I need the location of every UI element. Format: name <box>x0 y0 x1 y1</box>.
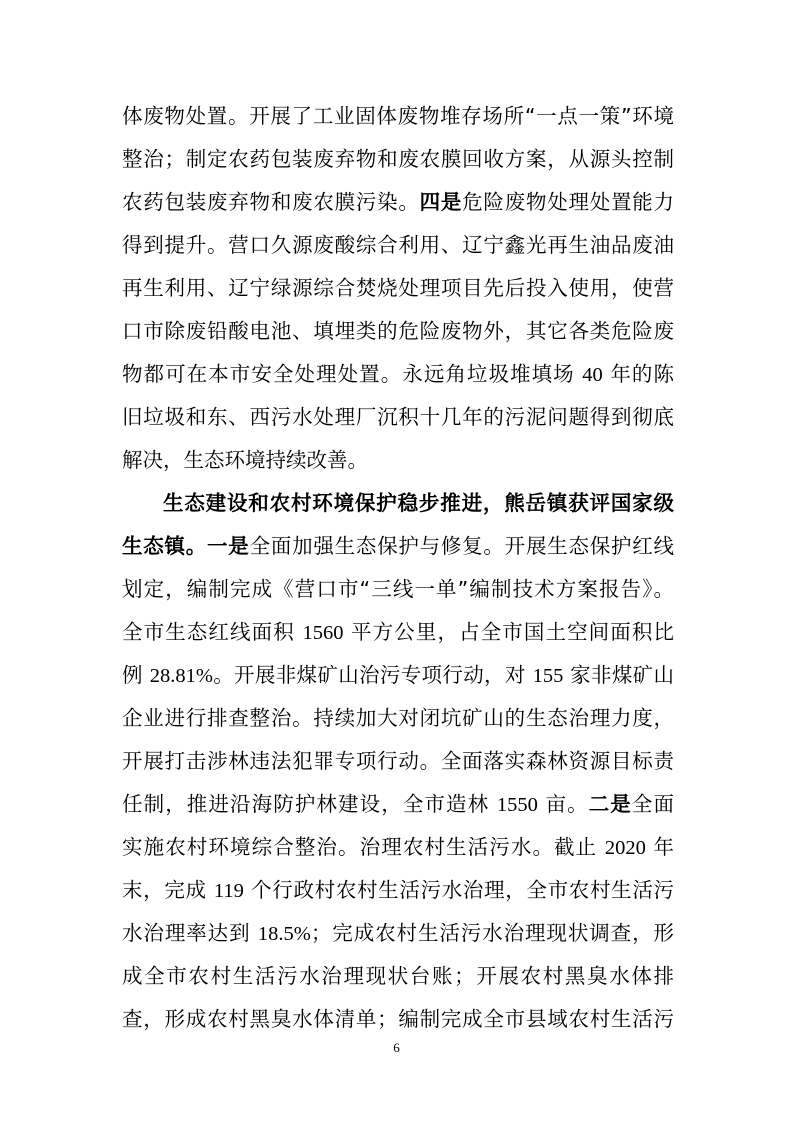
text-segment: 物都可在本市安全处理处置。永远角垃圾堆填场 <box>122 362 583 386</box>
bold-heading-segment: 生态建设和农村环境保护稳步推进，熊岳镇获评国家级 <box>163 491 674 515</box>
text-line <box>122 572 674 606</box>
text-segment: 水治理率达到 <box>122 921 258 945</box>
text-segment: 旧垃圾和东、西污水处理厂沉积十几年的污泥问题得到彻底 <box>122 405 674 429</box>
text-segment: 得到提升。营口久源废酸综合利用、辽宁鑫光再生油品废油 <box>122 233 674 257</box>
text-line <box>122 185 674 219</box>
text-segment: 全面 <box>631 792 675 816</box>
bold-heading-segment: 二是 <box>588 792 632 816</box>
bold-heading-segment: 生态镇。一是 <box>122 534 250 558</box>
number-segment: 2020 <box>604 837 646 859</box>
number-segment: 1560 <box>302 622 344 644</box>
number-segment: 40 <box>582 364 603 386</box>
text-line <box>122 443 674 477</box>
text-line <box>122 744 674 778</box>
text-line <box>122 357 674 391</box>
text-segment: 整治；制定农药包装废弃物和废农膜回收方案，从源头控制 <box>122 147 674 171</box>
text-segment: 实施农村环境综合整治。治理农村生活污水。截止 <box>122 835 605 859</box>
number-segment: 28.81% <box>149 665 213 687</box>
text-segment: 企业进行排查整治。持续加大对闭坑矿山的生态治理力度， <box>122 706 674 730</box>
text-segment: 全市生态红线面积 <box>122 620 303 644</box>
text-line <box>122 314 674 348</box>
text-segment: 开展打击涉林违法犯罪专项行动。全面落实森林资源目标责 <box>122 749 674 773</box>
text-line <box>122 142 674 176</box>
text-segment: 成全市农村生活污水治理现状台账；开展农村黑臭水体排 <box>122 964 674 988</box>
text-segment: 平方公里，占全市国土空间面积比 <box>343 620 674 644</box>
text-segment: 个行政村农村生活污水治理，全市农村生活污 <box>243 878 674 902</box>
text-segment: 任制，推进沿海防护林建设，全市造林 <box>122 792 497 816</box>
text-segment: 例 <box>122 663 150 687</box>
text-segment: 再生利用、辽宁绿源综合焚烧处理项目先后投入使用，使营 <box>122 276 674 300</box>
text-line <box>122 99 674 133</box>
text-segment: 口市除废铅酸电池、填埋类的危险废物外，其它各类危险废 <box>122 319 674 343</box>
text-segment: 。开展非煤矿山治污专项行动，对 <box>212 663 533 687</box>
text-segment: 年的陈 <box>602 362 674 386</box>
text-line <box>122 873 674 907</box>
text-line <box>122 787 674 821</box>
text-segment: 体废物处置。开展了工业固体废物堆存场所“一点一策”环境 <box>122 104 674 128</box>
text-line <box>122 959 674 993</box>
bold-heading-segment: 四是 <box>419 190 463 214</box>
text-segment: 解决，生态环境持续改善。 <box>122 448 368 472</box>
text-line <box>122 615 674 649</box>
text-line <box>122 400 674 434</box>
text-line <box>122 701 674 735</box>
page-number: 6 <box>393 1040 400 1055</box>
number-segment: 18.5% <box>257 923 311 945</box>
section-heading-line <box>163 486 674 520</box>
text-line <box>122 271 674 305</box>
text-line <box>122 916 674 950</box>
number-segment: 155 <box>532 665 564 687</box>
text-segment: 末，完成 <box>122 878 214 902</box>
text-segment: 亩。 <box>537 792 589 816</box>
text-segment: 全面加强生态保护与修复。开展生态保护红线 <box>249 534 675 558</box>
text-line <box>122 658 674 692</box>
number-segment: 1550 <box>496 794 538 816</box>
text-line <box>122 830 674 864</box>
text-segment: 年 <box>645 835 674 859</box>
text-line <box>122 228 674 262</box>
number-segment: 119 <box>213 880 244 902</box>
text-segment: 划定，编制完成《营口市“三线一单”编制技术方案报告》。 <box>122 577 674 601</box>
text-segment: ；完成农村生活污水治理现状调查，形 <box>310 921 674 945</box>
text-segment: 危险废物处理处置能力 <box>462 190 675 214</box>
text-segment: 农药包装废弃物和废农膜污染。 <box>122 190 420 214</box>
text-segment: 查，形成农村黑臭水体清单；编制完成全市县域农村生活污 <box>122 1007 674 1031</box>
text-segment: 家非煤矿山 <box>563 663 674 687</box>
text-line <box>122 1002 674 1036</box>
text-line <box>122 529 674 563</box>
